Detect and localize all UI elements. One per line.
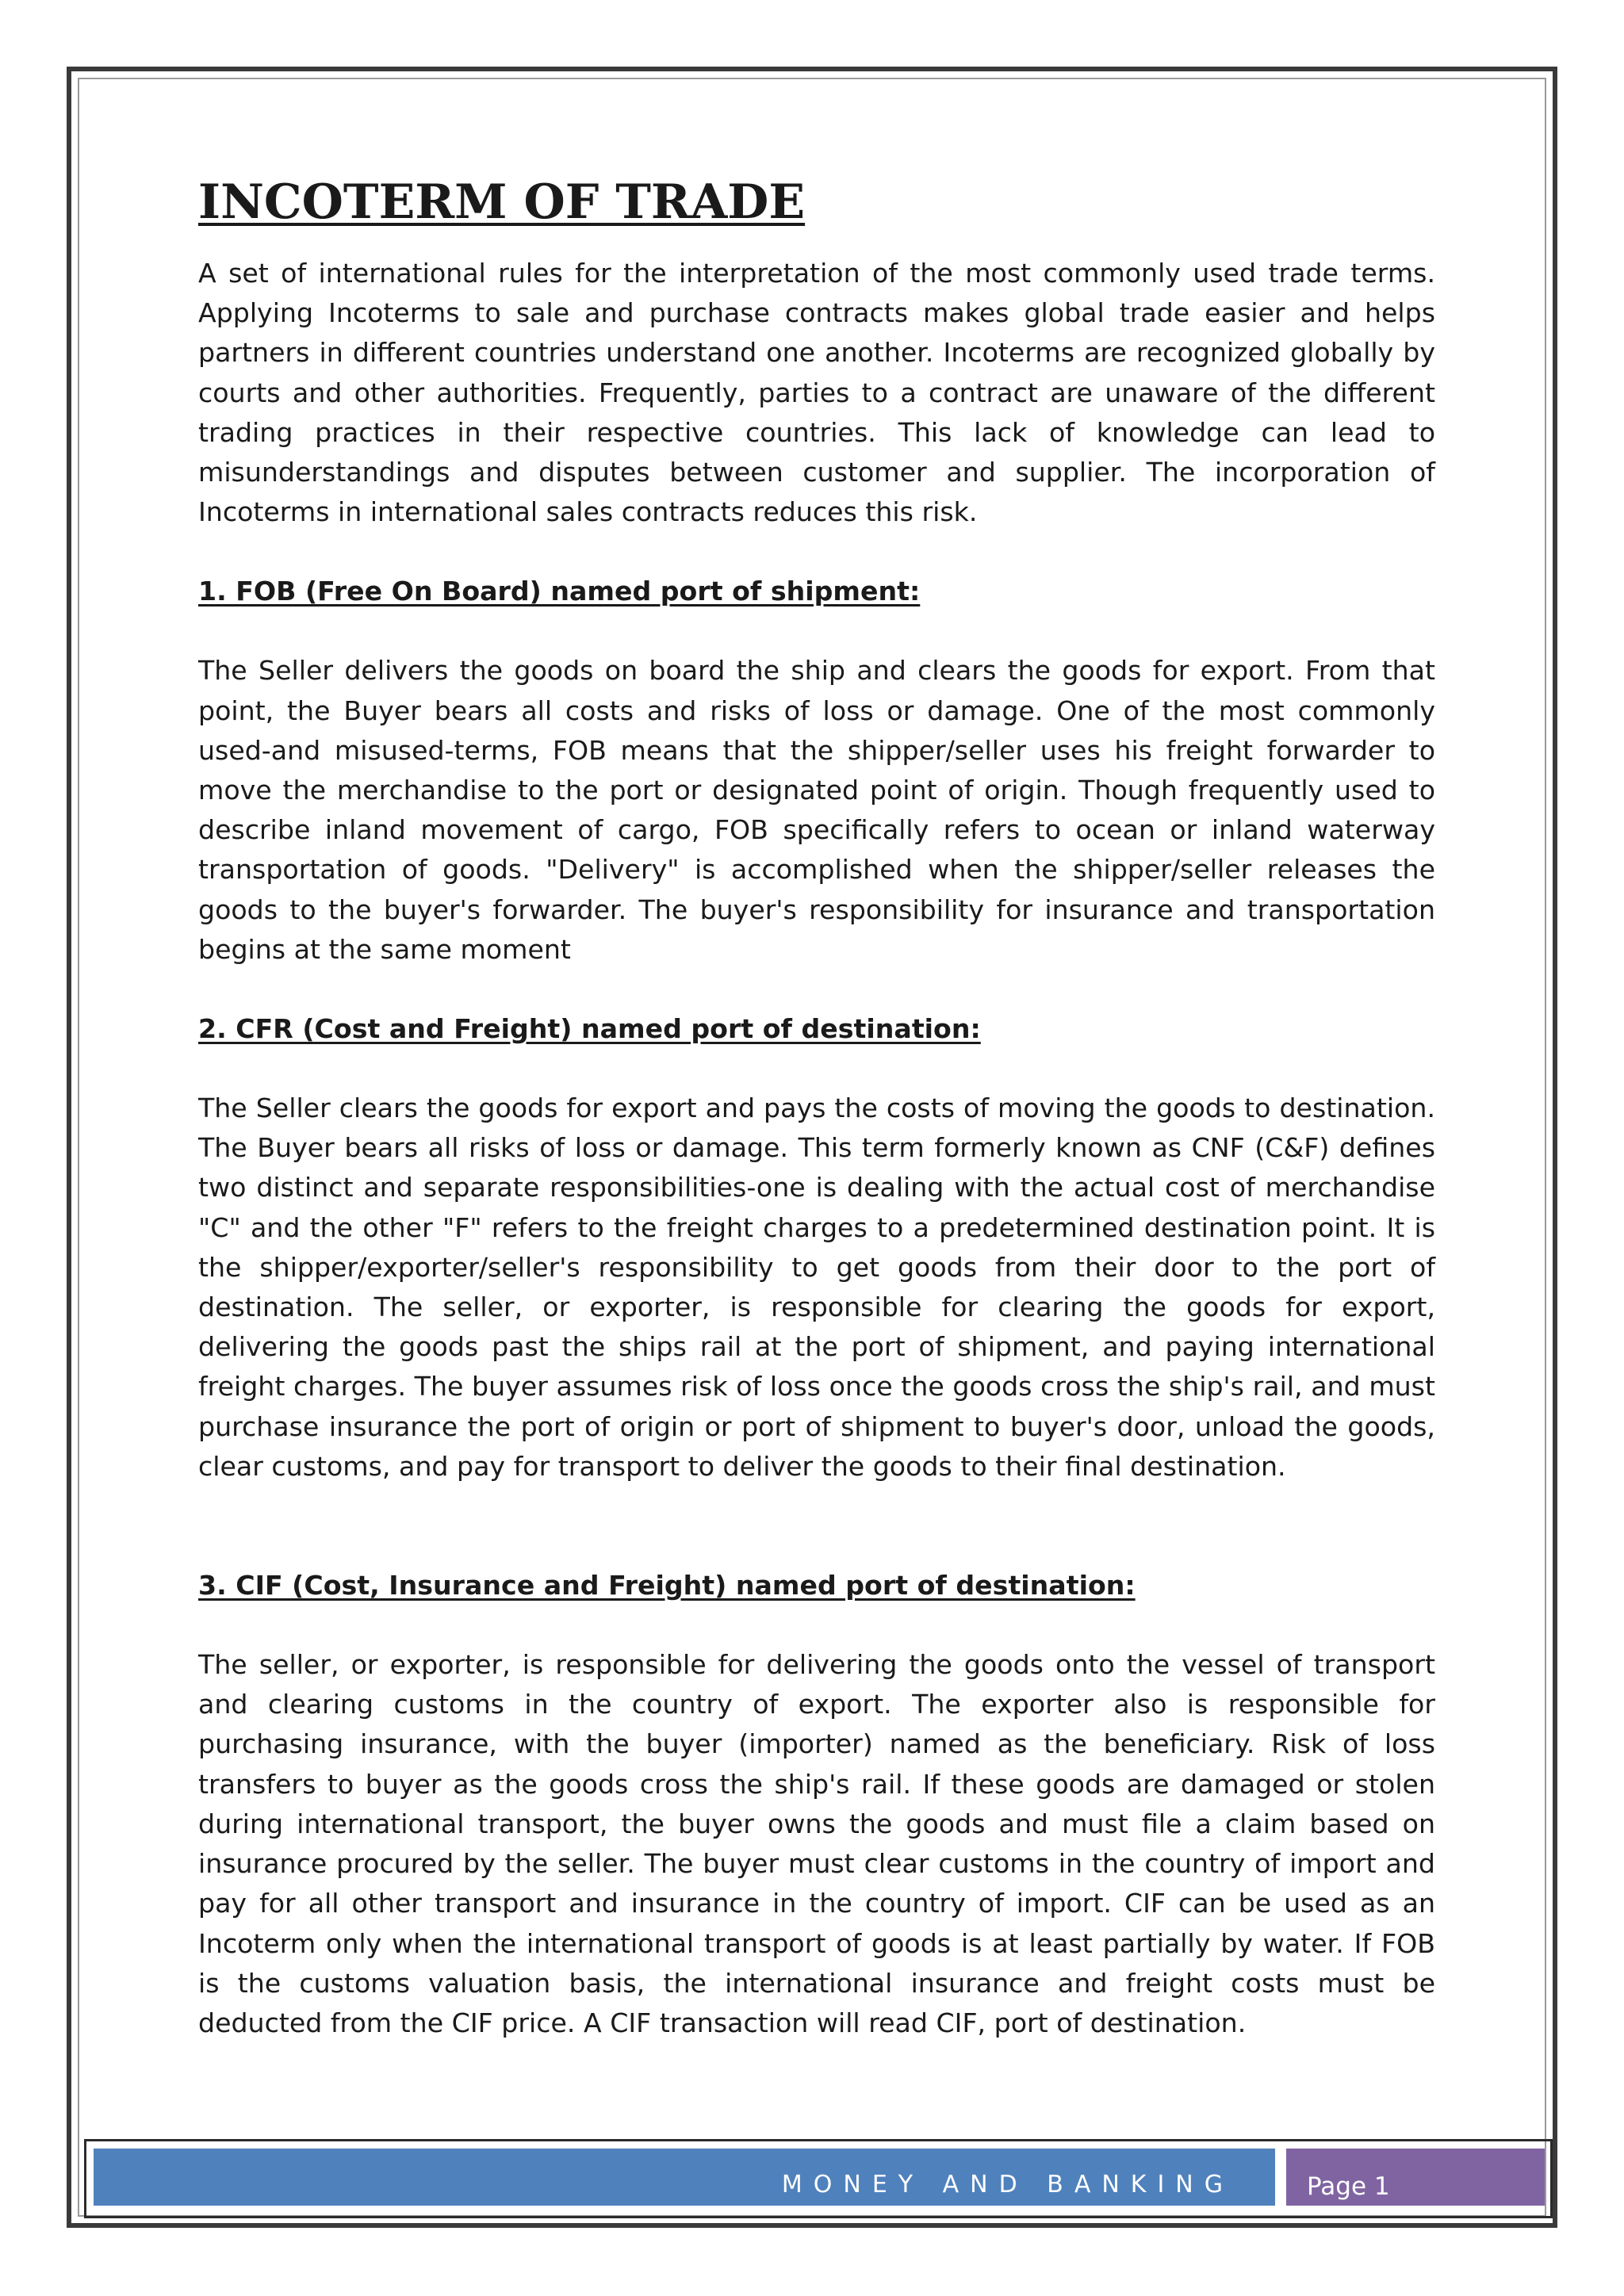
section-heading-cif: 3. CIF (Cost, Insurance and Freight) named port of destination: xyxy=(198,1570,1136,1601)
section-heading-cfr: 2. CFR (Cost and Freight) named port of destination: xyxy=(198,1013,981,1045)
section-body-cfr: The Seller clears the goods for export and pays the costs of moving the goods to destination. The Buyer bears all risks of loss or damage. This term formerly known as CNF (C&F) defines two distinct and separate responsibilities-one is dealing with the actual cost of merchandise "C" and the other "F" refers to the freight charges to a predetermined destination point. It is the shipper/exporter/seller's responsibility to get goods from their door to the port of destination. The seller, or exporter, is responsible for clearing the goods for export, delivering the goods past the ships rail at the port of shipment, and paying international freight charges. The buyer assumes risk of loss once the goods cross the ship's rail, and must purchase insurance the port of origin or port of shipment to buyer's door, unload the goods, clear customs, and pay for transport to deliver the goods to their final destination. xyxy=(198,1093,1435,1482)
footer-banner-text: MONEY AND BANKING xyxy=(781,2171,1234,2198)
section-body-fob: The Seller delivers the goods on board the ship and clears the goods for export. From that point, the Buyer bears all costs and risks of loss or damage. One of the most commonly used-and misused-terms, FOB means that the shipper/seller uses his freight forwarder to move the merchandise to the port or designated point of origin. Though frequently used to describe inland movement of cargo, FOB specifically refers to ocean or inland waterway transportation of goods. "Delivery" is accomplished when the shipper/seller releases the goods to the buyer's forwarder. The buyer's responsibility for insurance and transportation begins at the same moment xyxy=(198,655,1435,965)
section-heading-fob: 1. FOB (Free On Board) named port of shipment: xyxy=(198,576,921,607)
footer-banner xyxy=(94,2149,1275,2206)
intro-paragraph: A set of international rules for the interpretation of the most commonly used trade terms. Applying Incoterms to sale and purchase contracts makes global trade easier and helps partners in different countries understand one another. Incoterms are recognized globally by courts and other authorities. Frequently, parties to a contract are unaware of the different trading practices in their respective countries. This lack of knowledge can lead to misunderstandings and disputes between customer and supplier. The incorporation of Incoterms in international sales contracts reduces this risk. xyxy=(198,258,1435,528)
page-title: INCOTERM OF TRADE xyxy=(198,174,806,230)
page-number: Page 1 xyxy=(1307,2172,1390,2201)
section-body-cif: The seller, or exporter, is responsible for delivering the goods onto the vessel of transport and clearing customs in the country of export. The exporter also is responsible for purchasing insurance, with the buyer (importer) named as the beneficiary. Risk of loss transfers to buyer as the goods cross the ship's rail. If these goods are damaged or stolen during international transport, the buyer owns the goods and must file a claim based on insurance procured by the seller. The buyer must clear customs in the country of import and pay for all other transport and insurance in the country of import. CIF can be used as an Incoterm only when the international transport of goods is at least partially by water. If FOB is the customs valuation basis, the international insurance and freight costs must be deducted from the CIF price. A CIF transaction will read CIF, port of destination. xyxy=(198,1649,1435,2038)
page-number-box xyxy=(1286,2149,1545,2206)
document-body xyxy=(198,166,1435,2043)
